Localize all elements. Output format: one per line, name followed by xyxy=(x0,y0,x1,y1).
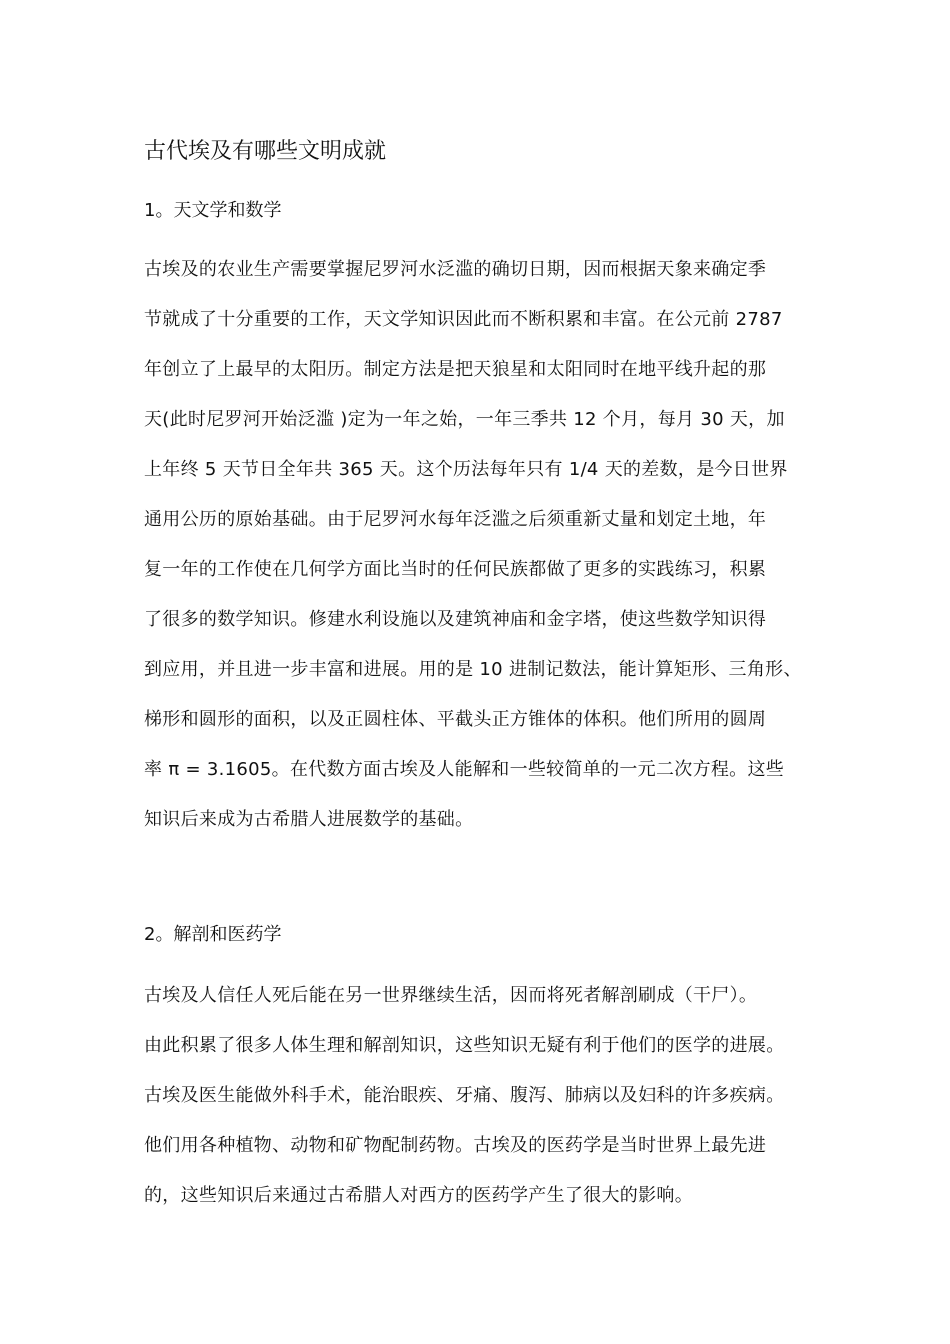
paragraph-line: 古埃及医生能做外科手术，能治眼疾、牙痛、腹泻、肺病以及妇科的许多疾病。 xyxy=(144,1085,785,1106)
paragraph-line: 古埃及的农业生产需要掌握尼罗河水泛滥的确切日期，因而根据天象来确定季 xyxy=(144,259,767,280)
paragraph-line: 知识后来成为古希腊人进展数学的基础。 xyxy=(144,809,474,830)
paragraph-line: 到应用，并且进一步丰富和进展。用的是 10 进制记数法，能计算矩形、三角形、 xyxy=(144,659,802,680)
paragraph-line: 他们用各种植物、动物和矿物配制药物。古埃及的医药学是当时世界上最先进 xyxy=(144,1135,767,1156)
section-heading-astronomy-math: 1。天文学和数学 xyxy=(144,200,282,221)
paragraph-line: 梯形和圆形的面积，以及正圆柱体、平截头正方锥体的体积。他们所用的圆周 xyxy=(144,709,767,730)
paragraph-line: 通用公历的原始基础。由于尼罗河水每年泛滥之后须重新丈量和划定土地，年 xyxy=(144,509,767,530)
section-heading-anatomy-medicine: 2。解剖和医药学 xyxy=(144,924,282,945)
paragraph-line: 由此积累了很多人体生理和解剖知识，这些知识无疑有利于他们的医学的进展。 xyxy=(144,1035,785,1056)
paragraph-line: 年创立了上最早的太阳历。制定方法是把天狼星和太阳同时在地平线升起的那 xyxy=(144,359,767,380)
paragraph-line: 天(此时尼罗河开始泛滥 )定为一年之始，一年三季共 12 个月，每月 30 天，加 xyxy=(144,409,785,430)
document-title: 古代埃及有哪些文明成就 xyxy=(144,139,387,164)
paragraph-line: 节就成了十分重要的工作，天文学知识因此而不断积累和丰富。在公元前 2787 xyxy=(144,309,783,330)
paragraph-line: 率 π = 3.1605。在代数方面古埃及人能解和一些较简单的一元二次方程。这些 xyxy=(144,759,785,780)
paragraph-line: 的，这些知识后来通过古希腊人对西方的医药学产生了很大的影响。 xyxy=(144,1185,693,1206)
paragraph-line: 了很多的数学知识。修建水利设施以及建筑神庙和金字塔，使这些数学知识得 xyxy=(144,609,767,630)
paragraph-line: 古埃及人信任人死后能在另一世界继续生活，因而将死者解剖刷成（干尸）。 xyxy=(144,985,758,1006)
paragraph-line: 上年终 5 天节日全年共 365 天。这个历法每年只有 1/4 天的差数，是今日世界 xyxy=(144,459,788,480)
paragraph-line: 复一年的工作使在几何学方面比当时的任何民族都做了更多的实践练习，积累 xyxy=(144,559,767,580)
